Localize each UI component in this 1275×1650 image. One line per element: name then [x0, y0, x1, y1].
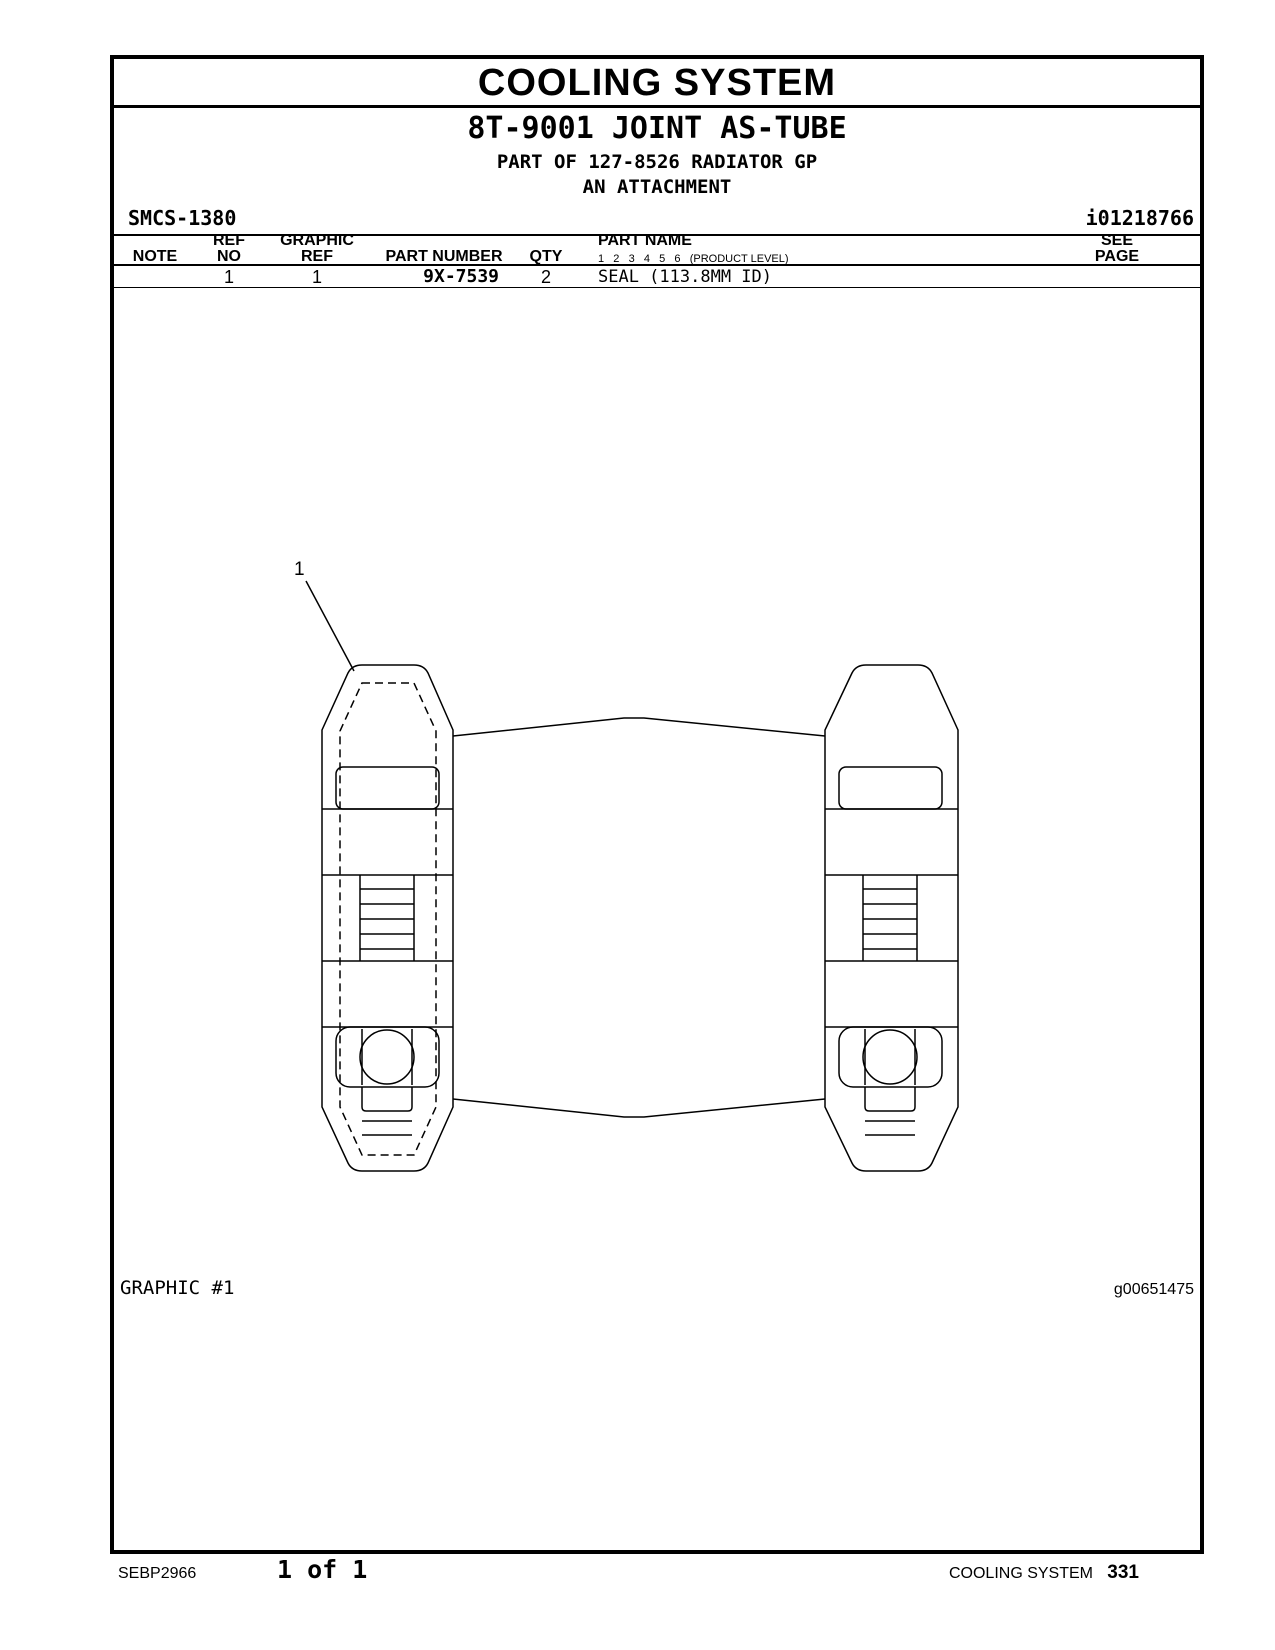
attachment-line: AN ATTACHMENT	[582, 176, 732, 198]
section-title: COOLING SYSTEM	[114, 59, 1200, 108]
row-ref-no: 1	[223, 267, 234, 287]
document-id: i01218766	[1085, 206, 1194, 230]
graphic-id: g00651475	[1113, 1281, 1194, 1298]
graphic-label: GRAPHIC #1	[120, 1277, 235, 1299]
page-frame	[110, 55, 1204, 1554]
footer-page-number: 331	[1107, 1562, 1139, 1583]
left-clamp	[322, 665, 453, 1171]
col-ref-bottom: NO	[217, 248, 241, 265]
col-see-top: SEE	[1100, 232, 1133, 249]
right-clamp	[825, 665, 958, 1171]
parts-illustration	[114, 59, 1200, 1550]
smcs-code: SMCS-1380	[128, 206, 237, 230]
part-of-line: PART OF 127-8526 RADIATOR GP	[496, 151, 818, 173]
footer-document-code: SEBP2966	[118, 1565, 197, 1582]
col-graphic-bottom: REF	[301, 248, 333, 265]
assembly-title: 8T-9001 JOINT AS-TUBE	[467, 111, 847, 146]
row-qty: 2	[540, 267, 551, 287]
col-note: NOTE	[132, 248, 178, 265]
row-part-number: 9X-7539	[423, 266, 499, 287]
footer-page-count: 1 of 1	[277, 1555, 368, 1584]
row-graphic-ref: 1	[311, 267, 322, 287]
footer-section: COOLING SYSTEM	[948, 1565, 1093, 1582]
callout-leader-line	[306, 581, 354, 671]
callout-number: 1	[294, 559, 305, 580]
col-ref-top: REF	[213, 232, 245, 249]
col-see-bottom: PAGE	[1094, 248, 1140, 265]
col-product-levels: 1 2 3 4 5 6 (PRODUCT LEVEL)	[598, 253, 789, 265]
col-graphic-top: GRAPHIC	[280, 232, 354, 249]
col-qty: QTY	[529, 248, 563, 265]
col-part-name: PART NAME	[598, 232, 692, 249]
col-part-number: PART NUMBER	[385, 248, 503, 265]
row-part-name: SEAL (113.8MM ID)	[598, 267, 772, 287]
